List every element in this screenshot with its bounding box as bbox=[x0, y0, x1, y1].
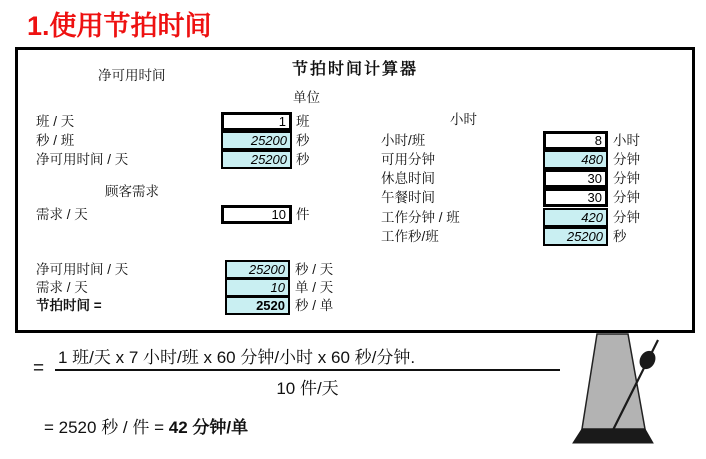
row-label: 休息时间 bbox=[381, 171, 435, 186]
computed-cell: 25200 bbox=[221, 131, 292, 150]
unit-label: 秒 / 单 bbox=[295, 298, 334, 313]
unit-label: 小时 bbox=[613, 133, 640, 148]
result-bold: 42 分钟/单 bbox=[168, 418, 249, 437]
unit-label: 秒 bbox=[613, 229, 627, 244]
row-label: 工作秒/班 bbox=[381, 229, 439, 244]
computed-cell: 25200 bbox=[225, 260, 290, 279]
formula-numerator: 1 班/天 x 7 小时/班 x 60 分钟/小时 x 60 秒/分钟. bbox=[58, 348, 416, 367]
input-cell: 10 bbox=[221, 205, 292, 224]
unit-label: 单 / 天 bbox=[295, 280, 334, 295]
net-time-header: 净可用时间 bbox=[98, 68, 166, 83]
row-label: 班 / 天 bbox=[36, 114, 75, 129]
formula-denominator: 10 件/天 bbox=[276, 379, 339, 398]
row-label: 小时/班 bbox=[381, 133, 426, 148]
input-cell: 8 bbox=[543, 131, 608, 150]
row-label: 需求 / 天 bbox=[36, 207, 88, 222]
unit-label: 分钟 bbox=[613, 210, 640, 225]
page-title: 1.使用节拍时间 bbox=[27, 11, 212, 41]
unit-label: 分钟 bbox=[613, 190, 640, 205]
row-label: 秒 / 班 bbox=[36, 133, 75, 148]
unit-label: 件 bbox=[296, 207, 310, 222]
calculator-title: 节拍时间计算器 bbox=[291, 61, 418, 78]
unit-label: 分钟 bbox=[613, 152, 640, 167]
formula-result bbox=[44, 413, 248, 438]
takt-time-label: 节拍时间 = bbox=[36, 298, 102, 313]
fraction-bar bbox=[55, 369, 560, 371]
row-label: 可用分钟 bbox=[381, 152, 435, 167]
computed-cell: 10 bbox=[225, 278, 290, 297]
unit-label: 秒 bbox=[296, 133, 310, 148]
demand-header: 顾客需求 bbox=[105, 184, 159, 199]
takt-calculator-box bbox=[15, 47, 695, 333]
row-label: 净可用时间 / 天 bbox=[36, 152, 129, 167]
input-cell: 30 bbox=[543, 169, 608, 188]
unit-label: 班 bbox=[296, 114, 310, 129]
row-label: 需求 / 天 bbox=[36, 280, 88, 295]
row-label: 午餐时间 bbox=[381, 190, 435, 205]
equals-sign: = bbox=[33, 358, 45, 379]
unit-label: 秒 / 天 bbox=[295, 262, 334, 277]
row-label: 工作分钟 / 班 bbox=[381, 210, 460, 225]
computed-cell: 480 bbox=[543, 150, 608, 169]
computed-cell: 420 bbox=[543, 208, 608, 227]
takt-time-value: 2520 bbox=[225, 296, 290, 315]
result-prefix: = 2520 秒 / 件 = bbox=[44, 418, 169, 437]
unit-label: 分钟 bbox=[613, 171, 640, 186]
input-cell: 1 bbox=[221, 112, 292, 131]
unit-header: 单位 bbox=[293, 90, 320, 105]
computed-cell: 25200 bbox=[221, 150, 292, 169]
row-label: 净可用时间 / 天 bbox=[36, 262, 129, 277]
hours-header: 小时 bbox=[450, 112, 477, 127]
input-cell: 30 bbox=[543, 188, 608, 207]
unit-label: 秒 bbox=[296, 152, 310, 167]
metronome-icon bbox=[570, 332, 666, 452]
computed-cell: 25200 bbox=[543, 227, 608, 246]
